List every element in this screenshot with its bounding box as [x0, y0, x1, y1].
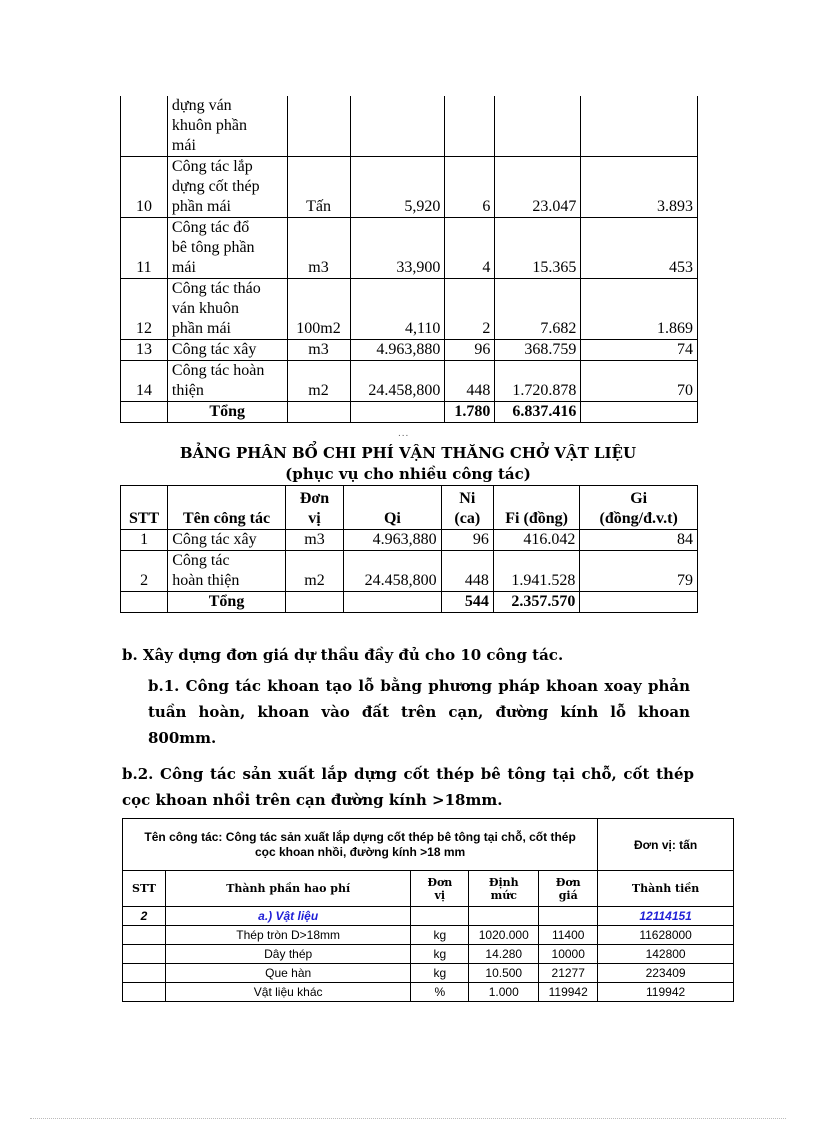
table-row: 14 Công tác hoàn thiện m2 24.458,800 448 1.720.878 70 — [121, 361, 698, 402]
section-title: BẢNG PHÂN BỔ CHI PHÍ VẬN THĂNG CHỞ VẬT LIỆU — [179, 444, 637, 462]
unit-label: Đơn vị: tấn — [598, 819, 734, 871]
work-title-line2: cọc khoan nhồi, đường kính >18 mm — [254, 844, 466, 859]
paragraph-b2: b.2. Công tác sản xuất lắp dựng cốt thép bê tông tại chỗ, cốt thép cọc khoan nhồi trên cạn đường kính >18mm. — [122, 765, 694, 809]
table-row: 12 Công tác tháo ván khuôn phần mái 100m2 4,110 2 7.682 1.869 — [121, 279, 698, 340]
table-row: Que hàn kg 10.500 21277 223409 — [123, 964, 734, 983]
table-row: dựng ván khuôn phần mái — [121, 96, 698, 157]
table-row: 11 Công tác đổ bê tông phần mái m3 33,900 4 15.365 453 — [121, 218, 698, 279]
table-row: Thép tròn D>18mm kg 1020.000 11400 11628000 — [123, 926, 734, 945]
table-row: 10 Công tác lắp dựng cốt thép phần mái Tấn 5,920 6 23.047 3.893 — [121, 157, 698, 218]
group-row: 2 a.) Vật liệu 12114151 — [123, 907, 734, 926]
separator-dots: ... — [398, 428, 410, 439]
paragraph-b: b. Xây dựng đơn giá dự thầu đầy đủ cho 10 công tác. — [122, 646, 564, 664]
table-row: Dây thép kg 14.280 10000 142800 — [123, 945, 734, 964]
unit-price-table — [122, 818, 734, 1002]
page-bottom-divider — [30, 1118, 786, 1119]
table-title-row — [123, 819, 734, 871]
work-title-line1: Tên công tác: Công tác sản xuất lắp dựng cốt thép bê tông tại chỗ, cốt thép — [144, 829, 576, 844]
table-row: Vật liệu khác % 1.000 119942 119942 — [123, 983, 734, 1002]
total-row: Tổng 1.780 6.837.416 — [121, 402, 698, 423]
table-header: STT Tên công tác Đơn vị Qi Ni (ca) Fi (đồng) Gi (đồng/đ.v.t) — [121, 486, 698, 530]
paragraph-b1: b.1. Công tác khoan tạo lỗ bằng phương pháp khoan xoay phản tuần hoàn, khoan vào đất trên cạn, đường kính lỗ khoan 800mm. — [148, 677, 690, 747]
allocation-table — [120, 485, 698, 613]
total-row: Tổng 544 2.357.570 — [121, 592, 698, 613]
table-row: 1 Công tác xây m3 4.963,880 96 416.042 84 — [121, 530, 698, 551]
cost-table-continued — [120, 96, 698, 423]
section-subtitle: (phục vụ cho nhiều công tác) — [285, 465, 531, 483]
table-header: STT Thành phần hao phí Đơn vị Định mức Đơn giá Thành tiền — [123, 871, 734, 907]
table-row: 2 Công tác hoàn thiện m2 24.458,800 448 1.941.528 79 — [121, 551, 698, 592]
table-row: 13 Công tác xây m3 4.963,880 96 368.759 74 — [121, 340, 698, 361]
